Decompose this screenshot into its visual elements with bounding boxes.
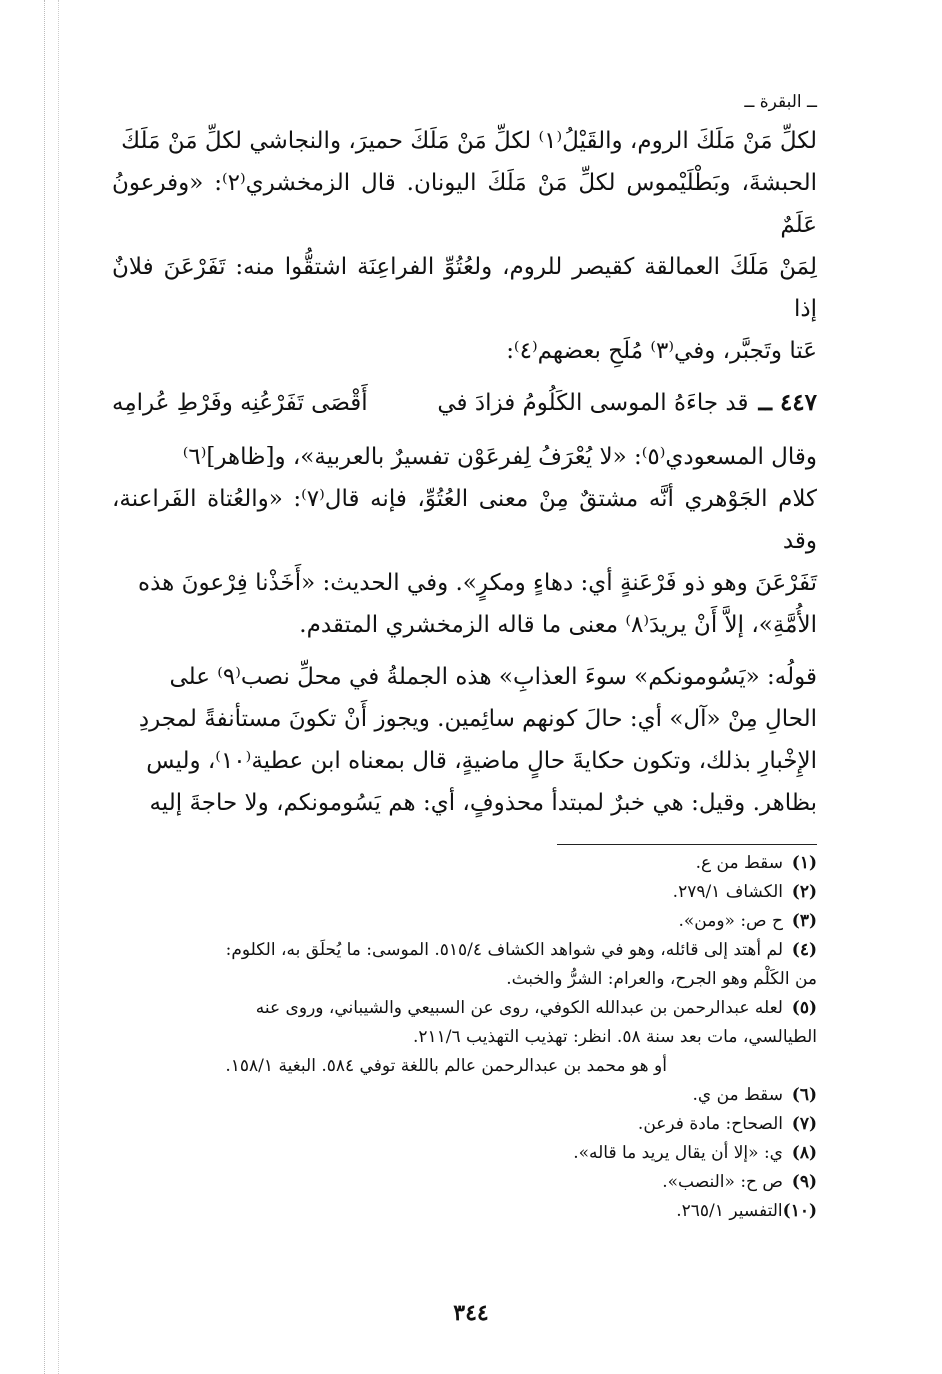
text-line: الحبشةَ، وبَطْلَيْموس لكلِّ مَنْ مَلَكَ اليونان. قال الزمخشري⁽٢⁾: «وفرعونُ عَلَمٌ xyxy=(112,170,817,238)
footnote xyxy=(112,1197,817,1226)
footnote-continuation: من الكَلْم وهو الجرح، والعرام: الشرُّ والخبث. xyxy=(506,969,817,989)
footnote xyxy=(112,1110,817,1139)
paragraph-1 xyxy=(112,120,817,372)
paragraph-2 xyxy=(112,436,817,646)
verse-line xyxy=(112,382,817,424)
text-line: لكلِّ مَنْ مَلَكَ الروم، والقَيْلُ⁽١⁾ لكلِّ مَنْ مَلَكَ حميرَ، والنجاشي لكلِّ مَنْ مَلَكَ xyxy=(121,128,817,154)
footnote-text: ي: «إلا أن يقال يريد ما قاله». xyxy=(573,1143,783,1163)
verse-number: ٤٤٧ ــ xyxy=(758,389,817,416)
footnote xyxy=(112,994,817,1023)
text-line: تَفَرْعَنَ وهو ذو فَرْعَنةٍ أي: دهاءٍ ومكرٍ». وفي الحديث: «أَخَذْنا فِرْعونَ هذه xyxy=(138,570,817,596)
footnote-number: (٩) xyxy=(791,1172,817,1192)
page-body xyxy=(112,92,817,1226)
text-line: عَتا وتَجبَّر، وفي⁽٣⁾ مُلَحِ بعضهم⁽٤⁾: xyxy=(506,338,817,364)
running-header: ــ البقرة ــ xyxy=(744,92,817,112)
text-line: الحالِ مِنْ «آل» أي: حالَ كونهم سائِمين. ويجوز أَنْ تكونَ مستأنفةً لمجردِ xyxy=(138,706,817,732)
footnote-number: (١) xyxy=(791,853,817,873)
footnote-number: (١٠) xyxy=(782,1201,817,1221)
footnote-text: سقط من ع. xyxy=(695,853,783,873)
text-line: كلام الجَوْهري أنَّه مشتقٌ مِنْ معنى العُتُوِّ، فإنه قال⁽٧⁾: «والعُتاة الفَراعنة، وقد xyxy=(112,486,817,554)
footnote-separator xyxy=(557,844,817,845)
footnote-text: ص ح: «النصب». xyxy=(662,1172,783,1192)
footnote-text: الكشاف ٢٧٩/١. xyxy=(672,882,783,902)
footnote-text: لعله عبدالرحمن بن عبدالله الكوفي، روى عن السبيعي والشيباني، وروى عنه xyxy=(255,998,783,1018)
footnote-text: ح ص: «ومن». xyxy=(678,911,783,931)
text-line: الإِخْبارِ بذلك، وتكون حكايةَ حالٍ ماضيةٍ، قال بمعناه ابن عطية⁽١٠⁾، وليس xyxy=(146,748,817,774)
footnote xyxy=(112,1139,817,1168)
text-line: لِمَنْ مَلَكَ العمالقة كقيصر للروم، ولعُتُوِّ الفراعِنَة اشتقُّوا منه: تَفَرْعَنَ فلانٌ إذا xyxy=(112,254,817,322)
footnote xyxy=(112,907,817,936)
footnote-number: (٣) xyxy=(791,911,817,931)
footnote-text: سقط من ي. xyxy=(692,1085,783,1105)
paragraph-3 xyxy=(112,656,817,824)
footnotes xyxy=(112,849,817,1226)
footnote-number: (٦) xyxy=(791,1085,817,1105)
footnote-number: (٥) xyxy=(791,998,817,1018)
footnote-continuation: الطيالسي، مات بعد سنة ٥٨. انظر: تهذيب التهذيب ٢١١/٦. xyxy=(412,1027,817,1047)
footnote xyxy=(112,936,817,965)
footnote-extra: أو هو محمد بن عبدالرحمن عالم باللغة توفي ٥٨٤. البغية ١٥٨/١. xyxy=(225,1056,667,1076)
footnote-number: (٢) xyxy=(791,882,817,902)
footnote-text: الصحاح: مادة فرعن. xyxy=(637,1114,783,1134)
footnote-number: (٨) xyxy=(791,1143,817,1163)
verse-hemistich-2: أَقْصَى تَفَرْعُنِه وفَرْطِ عُرامِه xyxy=(111,390,368,416)
footnote-number: (٧) xyxy=(791,1114,817,1134)
text-line: وقال المسعودي⁽٥⁾: «لا يُعْرَفُ لِفرعَوْن تفسيرٌ بالعربية»، و[ظاهر]⁽٦⁾ xyxy=(182,444,817,470)
page-number: ٣٤٤ xyxy=(453,1300,489,1326)
footnote-text: لم أهتد إلى قائله، وهو في شواهد الكشاف ٥١٥/٤. الموسى: ما يُحلَق به، الكلوم: xyxy=(225,940,783,960)
footnote xyxy=(112,849,817,878)
left-margin-dotted-line-2 xyxy=(58,0,60,1374)
footnote xyxy=(112,878,817,907)
footnote xyxy=(112,1081,817,1110)
text-line: بظاهر. وقيل: هي خبرٌ لمبتدأ محذوفٍ، أي: هم يَسُومونكم، ولا حاجةَ إليه xyxy=(149,790,817,816)
text-line: الأُمَّةِ»، إلاَّ أَنْ يريدَ⁽٨⁾ معنى ما قاله الزمخشري المتقدم. xyxy=(299,612,817,638)
footnote xyxy=(112,1168,817,1197)
verse-hemistich-1: قد جاءَهُ الموسى الكَلُومُ فزادَ في xyxy=(437,390,749,416)
left-margin-dotted-line xyxy=(44,0,46,1374)
footnote-number: (٤) xyxy=(791,940,817,960)
footnote-text: التفسير ٢٦٥/١. xyxy=(676,1201,783,1221)
text-line: قولُه: «يَسُومونكم» سوءَ العذابِ» هذه الجملةُ في محلِّ نصب⁽٩⁾ على xyxy=(169,664,817,690)
